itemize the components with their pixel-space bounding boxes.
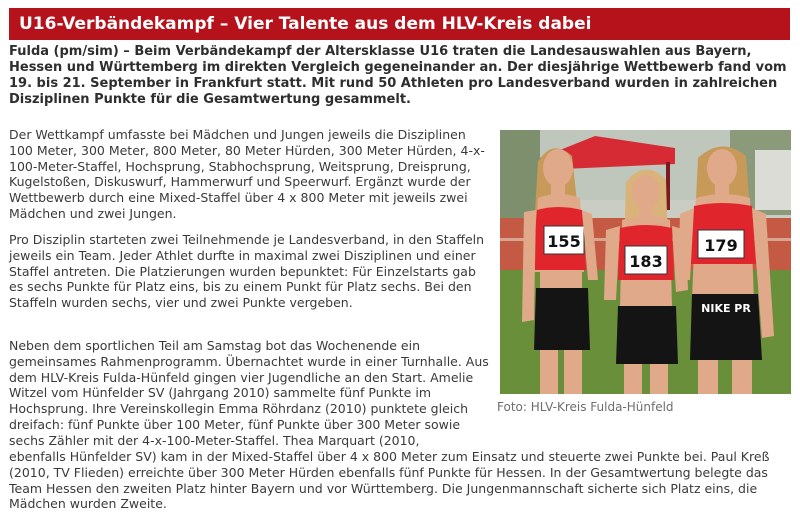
bib-middle: 183 [629, 252, 663, 271]
bib-right: 179 [704, 236, 738, 255]
paragraph-athletes: Neben dem sportlichen Teil am Samstag bot das Wochenende ein gemeinsames Rahmenprogramm. Übernachtet wurde in einer Turnhalle. Aus dem HLV-Kreis Fulda-Hünfeld gingen vier Jugendliche an den Start. Amelie Witzel vom Hünfelder SV (Jahrgang 2010) sammelte fünf Punkte im Hochsprung. Ihre Vereinskollegin Emma Röhrdanz (2010) punktete gleich dreifach: fünf Punkte über 100 Meter, fünf Punkte über 300 Meter sowie sechs Zähler mit der 4-x-100-Meter-Staffel. Thea Marquart (2010, [9, 338, 489, 448]
bib-left: 155 [547, 232, 581, 251]
article-lead: Fulda (pm/sim) – Beim Verbändekampf der Altersklasse U16 traten die Landesauswahlen aus Bayern, Hessen und Württemberg im direkten Vergleich gegeneinander an. Der diesjährige Wettbewerb fand vom 19. bis 21. September in Frankfurt statt. Mit rund 50 Athleten pro Landesverband wurden in zahlreichen Disziplinen Punkte für die Gesamtwertung gesammelt. [9, 44, 787, 107]
photo-caption: Foto: HLV-Kreis Fulda-Hünfeld [497, 400, 674, 414]
article-headline: U16-Verbändekampf – Vier Talente aus dem HLV-Kreis dabei [9, 8, 790, 40]
paragraph-results: ebenfalls Hünfelder SV) kam in der Mixed-Staffel über 4 x 800 Meter zum Einsatz und steuerte zwei Punkte bei. Paul Kreß (2010, TV Flieden) erreichte über 300 Meter Hürden ebenfalls fünf Punkte für Hessen. In der Gesamtwertung belegte das Team Hessen den zweiten Platz hinter Bayern und vor Württemberg. Die Jungenmannschaft sicherte sich Platz eins, die Mädchen wurden Zweite. [9, 449, 770, 512]
article-photo [500, 130, 791, 394]
paragraph-disciplines: Der Wettkampf umfasste bei Mädchen und Jungen jeweils die Disziplinen 100 Meter, 300 Meter, 800 Meter, 80 Meter Hürden, 300 Meter Hürden, 4-x-100-Meter-Staffel, Hochsprung, Stabhochsprung, Weitsprung, Dreisprung, Kugelstoßen, Diskuswurf, Hammerwurf und Speerwurf. Ergänzt wurde der Wettbewerb durch eine Mixed-Staffel über 4 x 800 Meter mit jeweils zwei Mädchen und zwei Jungen. [9, 127, 485, 221]
paragraph-scoring: Pro Disziplin starteten zwei Teilnehmende je Landesverband, in den Staffeln jeweils ein Team. Jeder Athlet durfte in maximal zwei Disziplinen und einer Staffel antreten. Die Platzierungen wurden bepunktet: Für Einzelstarts gab es sechs Punkte für Platz eins, bis zu einem Punkt für Platz sechs. Bei den Staffeln wurden sechs, vier und zwei Punkte vergeben. [9, 232, 485, 311]
shorts-print: NIKE PR [701, 302, 751, 315]
athletes-photo [500, 130, 791, 394]
